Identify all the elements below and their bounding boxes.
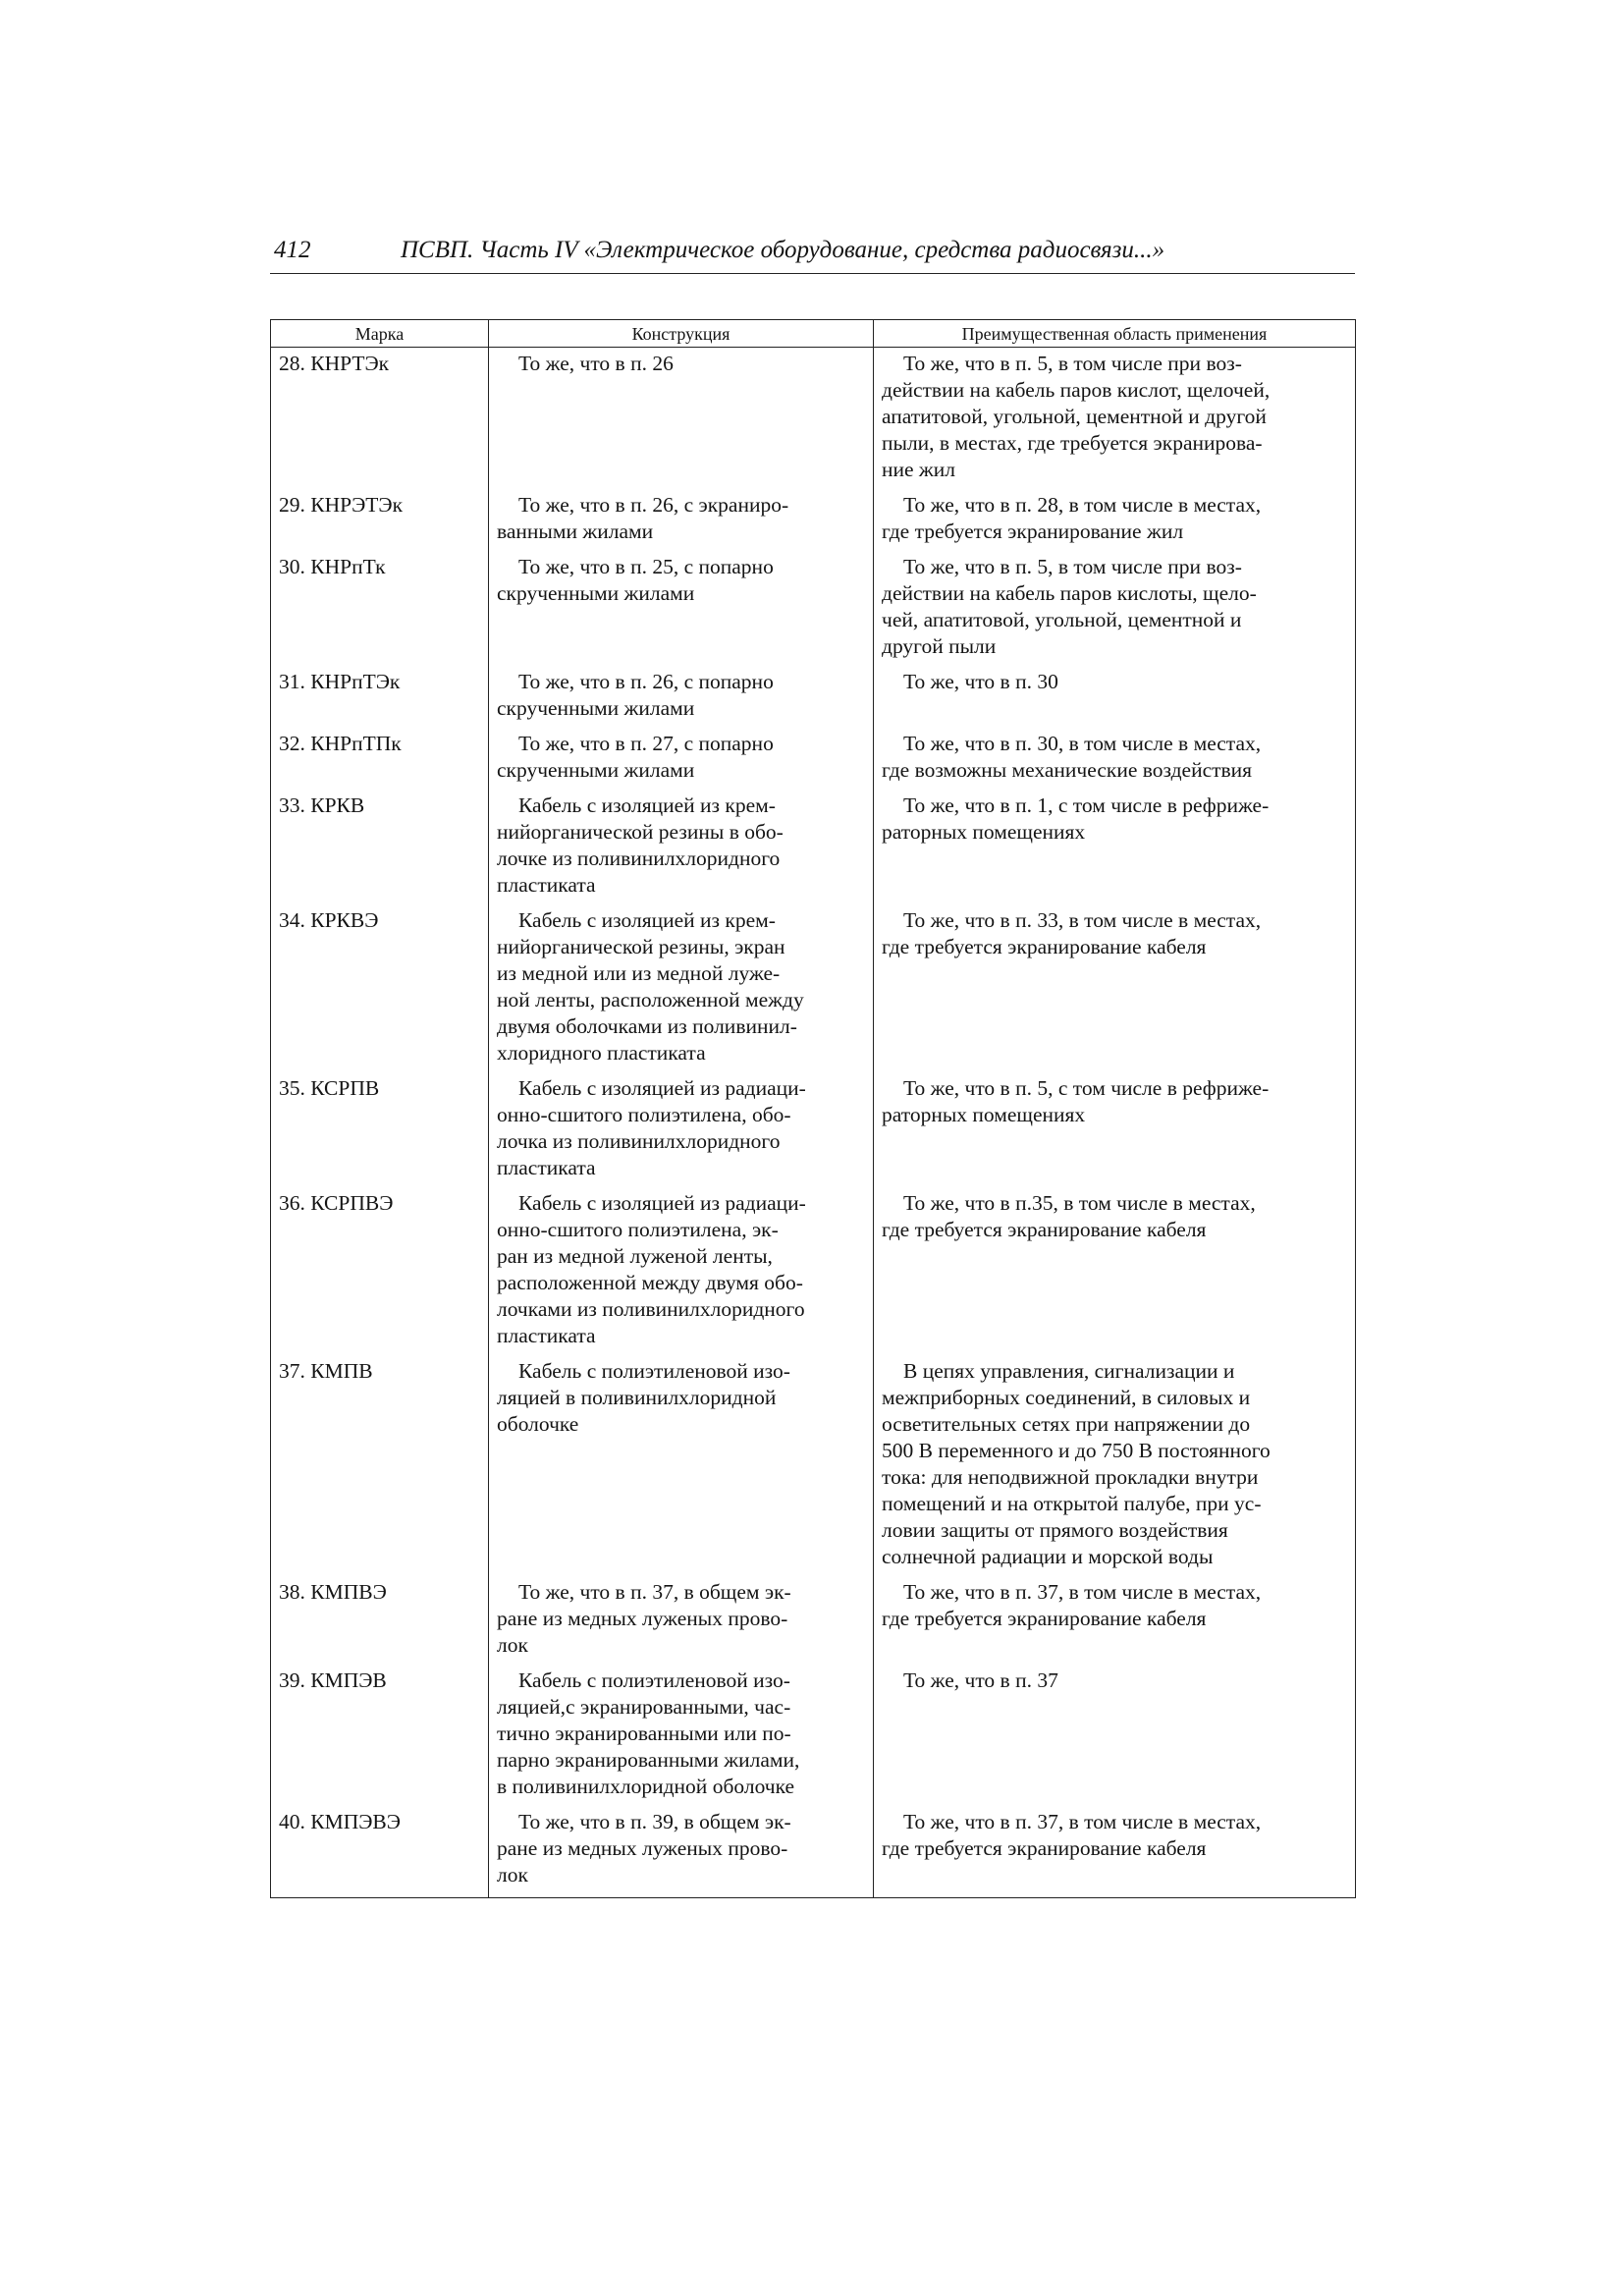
cable-mark: 35. КСРПВ xyxy=(271,1075,489,1190)
table-row xyxy=(271,669,1356,731)
cable-application-text: То же, что в п. 28, в том числе в местах, где требуется экранирование жил xyxy=(882,493,1262,543)
cable-construction xyxy=(489,1358,874,1579)
cable-application-text: В цепях управления, сигнализации и межприборных соединений, в силовых и осветительных сетях при напряжении до 500 В переменного и до 750 В постоянного тока: для неподвижной прокладки внутри помещений и на открытой палубе, при ус- ловии защиты от прямого воздействия солнечной радиации и морской воды xyxy=(882,1359,1271,1568)
cable-construction-text: То же, что в п. 37, в общем эк- ране из медных луженых прово- лок xyxy=(497,1580,791,1657)
cable-application-text: То же, что в п.35, в том числе в местах, где требуется экранирование кабеля xyxy=(882,1191,1256,1241)
cable-application xyxy=(874,1358,1356,1579)
cable-mark: 28. КНРТЭк xyxy=(271,348,489,493)
cable-mark: 33. КРКВ xyxy=(271,793,489,907)
cable-mark: 36. КСРПВЭ xyxy=(271,1190,489,1358)
table-row xyxy=(271,554,1356,669)
cable-construction xyxy=(489,1579,874,1667)
cable-application-text: То же, что в п. 5, в том числе при воз- действии на кабель паров кислот, щелочей, апатитовой, угольной, цементной и другой пыли, в местах, где требуется экранирова- ние жил xyxy=(882,352,1271,481)
cable-application xyxy=(874,1809,1356,1898)
cable-mark: 39. КМПЭВ xyxy=(271,1667,489,1809)
cable-construction-text: То же, что в п. 39, в общем эк- ране из медных луженых прово- лок xyxy=(497,1810,791,1886)
cable-application xyxy=(874,348,1356,493)
cable-table xyxy=(270,319,1356,1898)
cable-application xyxy=(874,731,1356,793)
cable-construction xyxy=(489,731,874,793)
table-row xyxy=(271,1358,1356,1579)
cable-application xyxy=(874,554,1356,669)
running-title: ПСВП. Часть IV «Электрическое оборудование, средства радиосвязи...» xyxy=(401,237,1165,263)
cable-application-text: То же, что в п. 37, в том числе в местах, где требуется экранирование кабеля xyxy=(882,1810,1262,1860)
cable-application-text: То же, что в п. 5, в том числе при воз- действии на кабель паров кислоты, щело- чей, апатитовой, угольной, цементной и другой пыли xyxy=(882,555,1257,658)
cable-construction xyxy=(489,669,874,731)
cable-construction-text: Кабель с полиэтиленовой изо- ляцией,с экранированными, час- тично экранированными или по- парно экранированными жилами, в поливинилхлоридной оболочке xyxy=(497,1668,800,1798)
cable-construction-text: Кабель с изоляцией из крем- нийорганической резины, экран из медной или из медной луже- ной ленты, расположенной между двумя оболочками из поливинил- хлоридного пластиката xyxy=(497,908,804,1065)
cable-construction-text: Кабель с изоляцией из радиаци- онно-сшитого полиэтилена, обо- лочка из поливинилхлоридного пластиката xyxy=(497,1076,806,1179)
cable-application-text: То же, что в п. 33, в том числе в местах, где требуется экранирование кабеля xyxy=(882,908,1262,958)
cable-construction xyxy=(489,907,874,1075)
cable-mark: 34. КРКВЭ xyxy=(271,907,489,1075)
cable-mark: 32. КНРпТПк xyxy=(271,731,489,793)
column-header-application: Преимущественная область применения xyxy=(874,320,1356,348)
cable-application-text: То же, что в п. 1, с том числе в рефриже- раторных помещениях xyxy=(882,793,1270,844)
cable-mark: 37. КМПВ xyxy=(271,1358,489,1579)
table-row xyxy=(271,1190,1356,1358)
table-row xyxy=(271,1579,1356,1667)
cable-construction-text: Кабель с изоляцией из крем- нийорганической резины в обо- лочке из поливинилхлоридного пластиката xyxy=(497,793,784,897)
cable-construction xyxy=(489,348,874,493)
cable-construction xyxy=(489,793,874,907)
table-body xyxy=(271,348,1356,1898)
cable-application xyxy=(874,1579,1356,1667)
cable-construction xyxy=(489,492,874,554)
cable-construction xyxy=(489,554,874,669)
cable-construction-text: То же, что в п. 26, с попарно скрученными жилами xyxy=(497,670,774,720)
cable-application xyxy=(874,1075,1356,1190)
cable-mark: 31. КНРпТЭк xyxy=(271,669,489,731)
cable-application xyxy=(874,1667,1356,1809)
page-number: 412 xyxy=(274,237,311,263)
cable-construction-text: То же, что в п. 27, с попарно скрученными жилами xyxy=(497,732,774,782)
cable-application-text: То же, что в п. 37 xyxy=(903,1668,1058,1692)
cable-construction xyxy=(489,1075,874,1190)
cable-construction-text: То же, что в п. 26 xyxy=(518,352,674,375)
cable-mark: 40. КМПЭВЭ xyxy=(271,1809,489,1898)
cable-application-text: То же, что в п. 30 xyxy=(903,670,1058,693)
cable-application-text: То же, что в п. 37, в том числе в местах, где требуется экранирование кабеля xyxy=(882,1580,1262,1630)
table-row xyxy=(271,793,1356,907)
table-row xyxy=(271,492,1356,554)
table-row xyxy=(271,1809,1356,1898)
table-header-row xyxy=(271,320,1356,348)
cable-construction xyxy=(489,1809,874,1898)
column-header-construction: Конструкция xyxy=(489,320,874,348)
column-header-mark: Марка xyxy=(271,320,489,348)
cable-mark: 29. КНРЭТЭк xyxy=(271,492,489,554)
cable-application-text: То же, что в п. 5, с том числе в рефриже- раторных помещениях xyxy=(882,1076,1270,1126)
cable-application-text: То же, что в п. 30, в том числе в местах, где возможны механические воздействия xyxy=(882,732,1262,782)
table-row xyxy=(271,731,1356,793)
cable-application xyxy=(874,907,1356,1075)
cable-construction-text: То же, что в п. 25, с попарно скрученными жилами xyxy=(497,555,774,605)
cable-construction-text: Кабель с изоляцией из радиаци- онно-сшитого полиэтилена, эк- ран из медной луженой ленты, расположенной между двумя обо- лочками из поливинилхлоридного пластиката xyxy=(497,1191,806,1347)
table-row xyxy=(271,348,1356,493)
cable-application xyxy=(874,669,1356,731)
cable-construction xyxy=(489,1190,874,1358)
cable-construction-text: Кабель с полиэтиленовой изо- ляцией в поливинилхлоридной оболочке xyxy=(497,1359,790,1436)
cable-construction xyxy=(489,1667,874,1809)
cable-mark: 30. КНРпТк xyxy=(271,554,489,669)
table-row xyxy=(271,1667,1356,1809)
table-row xyxy=(271,907,1356,1075)
cable-application xyxy=(874,1190,1356,1358)
cable-mark: 38. КМПВЭ xyxy=(271,1579,489,1667)
table-row xyxy=(271,1075,1356,1190)
cable-application xyxy=(874,492,1356,554)
cable-construction-text: То же, что в п. 26, с экраниро- ванными жилами xyxy=(497,493,789,543)
cable-application xyxy=(874,793,1356,907)
running-head xyxy=(270,236,1355,274)
